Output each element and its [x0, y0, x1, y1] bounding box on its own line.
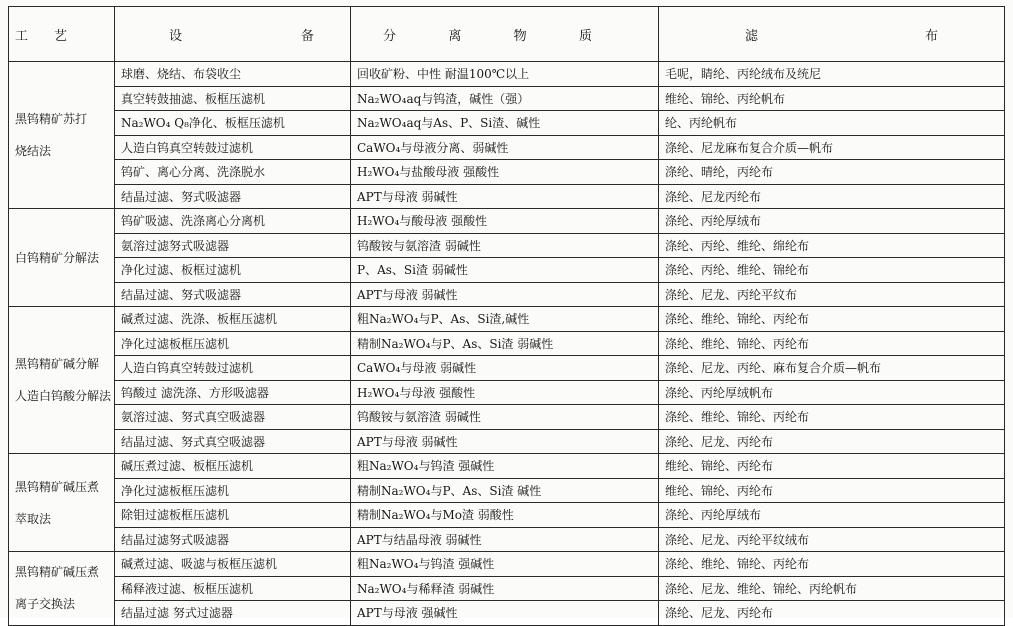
material-cell: APT与母液 弱碱性 [351, 282, 659, 307]
equipment-cell: 结晶过滤、努式吸滤器 [115, 184, 351, 209]
equipment-cell: 氨溶过滤努式吸滤器 [115, 233, 351, 258]
equipment-cell: 除钼过滤板框压滤机 [115, 503, 351, 528]
table-row [9, 282, 1005, 307]
material-cell: 粗Na₂WO₄与钨渣 强碱性 [351, 552, 659, 577]
table-row [9, 429, 1005, 454]
header-material-char: 分 [383, 28, 397, 44]
equipment-cell: Na₂WO₄ Q₈净化、板框压滤机 [115, 111, 351, 136]
header-process-char: 工 [15, 28, 29, 44]
process-name: 萃取法 [15, 511, 52, 526]
equipment-cell: 球磨、烧结、布袋收尘 [115, 62, 351, 87]
table-row [9, 356, 1005, 381]
equipment-cell: 净化过滤板框压滤机 [115, 331, 351, 356]
table-row [9, 576, 1005, 601]
material-cell: H₂WO₄与酸母液 强酸性 [351, 209, 659, 234]
process-name: 黑钨精矿碱压煮 [15, 479, 100, 494]
header-process-char: 艺 [54, 28, 68, 44]
filter-cloth-cell: 涤纶、丙纶厚绒帆布 [659, 380, 1005, 405]
equipment-cell: 结晶过滤 努式过滤器 [115, 601, 351, 626]
equipment-cell: 钨矿吸滤、洗涤离心分离机 [115, 209, 351, 234]
equipment-cell: 氨溶过滤、努式真空吸滤器 [115, 405, 351, 430]
header-material-char: 物 [513, 28, 527, 44]
filter-cloth-cell: 涤纶、尼龙麻布复合介质—帆布 [659, 135, 1005, 160]
equipment-cell: 结晶过滤、努式吸滤器 [115, 282, 351, 307]
header-cloth-char: 滤 [745, 28, 759, 44]
process-cell [9, 209, 115, 307]
equipment-cell: 钨酸过 滤洗涤、方形吸滤器 [115, 380, 351, 405]
table-row [9, 135, 1005, 160]
process-name: 黑钨精矿碱分解 [15, 357, 100, 371]
material-cell: CaWO₄与母液分离、弱碱性 [351, 135, 659, 160]
equipment-cell: 净化过滤板框压滤机 [115, 478, 351, 503]
equipment-cell: 人造白钨真空转鼓过滤机 [115, 135, 351, 160]
filter-cloth-cell: 涤纶、丙纶、维纶、绵纶布 [659, 233, 1005, 258]
material-cell: P、As、Si渣 弱碱性 [351, 258, 659, 283]
material-cell: H₂WO₄与盐酸母液 强酸性 [351, 160, 659, 185]
material-cell: Na₂WO₄与稀释渣 弱碱性 [351, 576, 659, 601]
process-name: 黑钨精矿碱压煮 [15, 565, 100, 580]
table-row [9, 258, 1005, 283]
table-row [9, 405, 1005, 430]
header-cloth-char: 布 [924, 28, 938, 44]
material-cell: 精制Na₂WO₄与P、As、Si渣 碱性 [351, 478, 659, 503]
filter-cloth-cell: 涤纶、维纶、锦纶、丙纶布 [659, 552, 1005, 577]
filter-cloth-table [8, 6, 1005, 626]
material-cell: 粗Na₂WO₄与钨渣 强碱性 [351, 454, 659, 479]
filter-cloth-cell: 涤纶、丙纶厚绒布 [659, 503, 1005, 528]
process-name: 烧结法 [15, 144, 52, 158]
table-row [9, 527, 1005, 552]
filter-cloth-cell: 涤纶、尼龙、维纶、锦纶、丙纶帆布 [659, 576, 1005, 601]
table-row [9, 209, 1005, 234]
table-row [9, 454, 1005, 479]
table-row [9, 478, 1005, 503]
filter-cloth-cell: 涤纶、尼龙、丙纶布 [659, 429, 1005, 454]
equipment-cell: 真空转鼓抽滤、板框压滤机 [115, 86, 351, 111]
filter-cloth-cell: 涤纶、尼龙、丙纶平纹绒布 [659, 527, 1005, 552]
table-row [9, 86, 1005, 111]
table-row [9, 160, 1005, 185]
header-process [9, 7, 115, 62]
filter-cloth-cell: 涤纶、晴纶，丙纶布 [659, 160, 1005, 185]
header-row [9, 7, 1005, 62]
filter-cloth-cell: 涤纶、维纶、锦纶、丙纶布 [659, 307, 1005, 332]
equipment-cell: 碱煮过滤、吸滤与板框压滤机 [115, 552, 351, 577]
table-body [9, 62, 1005, 626]
equipment-cell: 结晶过滤努式吸滤器 [115, 527, 351, 552]
filter-cloth-cell: 维纶、锦纶、丙纶布 [659, 478, 1005, 503]
header-equipment-char: 备 [300, 28, 314, 44]
material-cell: CaWO₄与母液 弱碱性 [351, 356, 659, 381]
equipment-cell: 稀释液过滤、板框压滤机 [115, 576, 351, 601]
table-row [9, 601, 1005, 626]
filter-cloth-cell: 毛呢，睛纶、丙纶绒布及统尼 [659, 62, 1005, 87]
material-cell: 精制Na₂WO₄与P、As、Si渣 弱碱性 [351, 331, 659, 356]
equipment-cell: 人造白钨真空转鼓过滤机 [115, 356, 351, 381]
process-cell [9, 307, 115, 454]
material-cell: APT与母液 弱碱性 [351, 429, 659, 454]
equipment-cell: 碱煮过滤、洗涤、板框压滤机 [115, 307, 351, 332]
header-equipment [115, 7, 351, 62]
filter-cloth-cell: 涤纶、丙纶厚绒布 [659, 209, 1005, 234]
table-row [9, 503, 1005, 528]
filter-cloth-cell: 涤纶、尼龙丙纶布 [659, 184, 1005, 209]
material-cell: Na₂WO₄aq与钨渣，碱性（强） [351, 86, 659, 111]
material-cell: H₂WO₄与母液 强酸性 [351, 380, 659, 405]
filter-cloth-cell: 维纶、锦纶、丙纶布 [659, 454, 1005, 479]
filter-cloth-cell: 涤纶、维纶、锦纶、丙纶布 [659, 331, 1005, 356]
material-cell: 回收矿粉、中性 耐温100℃以上 [351, 62, 659, 87]
process-name: 人造白钨酸分解法 [15, 389, 112, 403]
equipment-cell: 钨矿、离心分离、洗涤脱水 [115, 160, 351, 185]
filter-cloth-cell: 涤纶、维纶、锦纶、丙纶布 [659, 405, 1005, 430]
filter-cloth-cell: 涤纶、丙纶、维纶、锦纶布 [659, 258, 1005, 283]
filter-cloth-cell: 涤纶、尼龙、丙纶平纹布 [659, 282, 1005, 307]
table-row [9, 331, 1005, 356]
process-name: 离子交换法 [15, 597, 76, 612]
process-name: 黑钨精矿苏打 [15, 112, 88, 126]
filter-cloth-cell: 纶、丙纶帆布 [659, 111, 1005, 136]
table-row [9, 552, 1005, 577]
table-row [9, 380, 1005, 405]
material-cell: APT与母液 强碱性 [351, 601, 659, 626]
material-cell: Na₂WO₄aq与As、P、Si渣、碱性 [351, 111, 659, 136]
material-cell: APT与结晶母液 弱碱性 [351, 527, 659, 552]
table-row [9, 184, 1005, 209]
material-cell: 钨酸铵与氨溶渣 弱碱性 [351, 233, 659, 258]
header-material-char: 质 [578, 28, 592, 44]
table-row [9, 111, 1005, 136]
material-cell: 精制Na₂WO₄与Mo渣 弱酸性 [351, 503, 659, 528]
process-cell [9, 62, 115, 209]
material-cell: 粗Na₂WO₄与P、As、Si渣,碱性 [351, 307, 659, 332]
filter-cloth-cell: 涤纶、尼龙、丙纶布 [659, 601, 1005, 626]
process-cell [9, 552, 115, 626]
table-row [9, 307, 1005, 332]
filter-cloth-cell: 维纶、锦纶、丙纶帆布 [659, 86, 1005, 111]
equipment-cell: 结晶过滤、努式真空吸滤器 [115, 429, 351, 454]
material-cell: APT与母液 弱碱性 [351, 184, 659, 209]
process-cell [9, 454, 115, 552]
header-filter-cloth [659, 7, 1005, 62]
header-material [351, 7, 659, 62]
process-name: 白钨精矿分解法 [15, 250, 100, 265]
table-row [9, 233, 1005, 258]
header-material-char: 离 [448, 28, 462, 44]
equipment-cell: 碱压煮过滤、板框压滤机 [115, 454, 351, 479]
table-row [9, 62, 1005, 87]
header-equipment-char: 设 [169, 28, 183, 44]
filter-cloth-cell: 涤纶、尼龙、丙纶、麻布复合介质—帆布 [659, 356, 1005, 381]
equipment-cell: 净化过滤、板框过滤机 [115, 258, 351, 283]
material-cell: 钨酸铵与氨溶渣 弱碱性 [351, 405, 659, 430]
